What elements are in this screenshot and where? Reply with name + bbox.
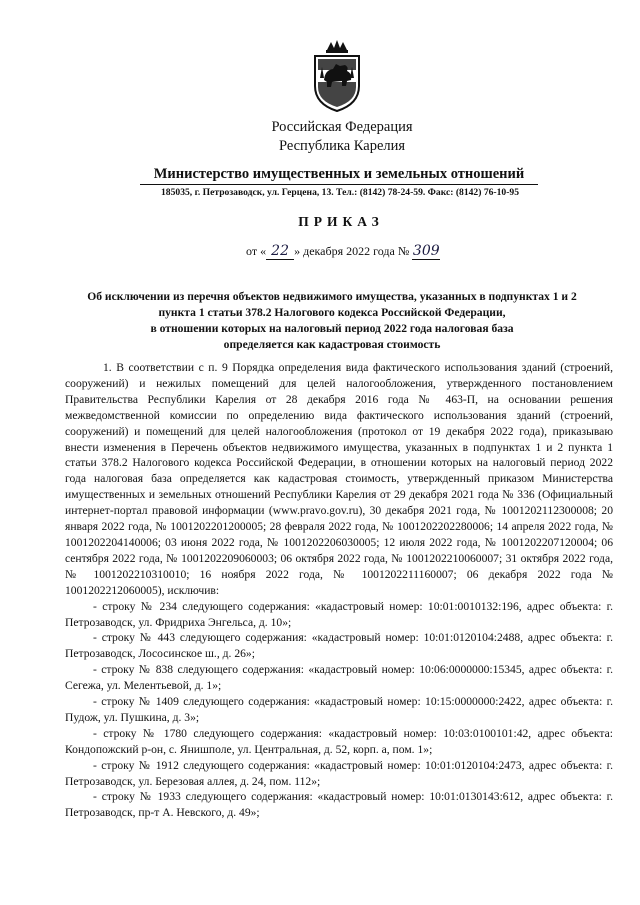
country-name: Российская Федерация (271, 119, 413, 135)
ministry-name: Министерство имущественных и земельных отношений (140, 166, 538, 185)
order-number: 309 (412, 243, 440, 259)
karelia-coat-of-arms-icon (311, 40, 363, 112)
excluded-row-entry: - строку № 1780 следующего содержания: «кадастровый номер: 10:03:0100101:42, адрес объекта: Кондопожский р-он, с. Янишполе, ул. Центральная, д. 52, корп. а, пом. 1»; (65, 726, 613, 756)
excluded-row-entry: - строку № 1409 следующего содержания: «кадастровый номер: 10:15:0000000:2422, адрес объекта: г. Пудож, ул. Пушкина, д. 3»; (65, 695, 613, 724)
date-prefix: от « (246, 244, 267, 258)
ministry-address: 185035, г. Петрозаводск, ул. Герцена, 13. Тел.: (8142) 78-24-59. Факс: (8142) 76-10-95 (161, 187, 519, 198)
order-body (65, 360, 613, 821)
date-middle: » декабря 2022 года № (294, 244, 410, 258)
excluded-row-entry: - строку № 838 следующего содержания: «кадастровый номер: 10:06:0000000:15345, адрес объекта: г. Сегежа, ул. Мелентьевой, д. 1»; (65, 663, 613, 693)
republic-name: Республика Карелия (278, 138, 406, 154)
subject-line-2: пункта 1 статьи 378.2 Налогового кодекса Российской Федерации, (158, 306, 506, 319)
excluded-row-entry: - строку № 1933 следующего содержания: «кадастровый номер: 10:01:0130143:612, адрес объекта: г. Петрозаводск, пр-т А. Невского, д. 49»; (65, 790, 613, 820)
subject-line-4: определяется как кадастровая стоимость (223, 338, 441, 351)
order-subject (62, 289, 602, 353)
excluded-row-entry: - строку № 234 следующего содержания: «кадастровый номер: 10:01:0010132:196, адрес объекта: г. Петрозаводск, ул. Фридриха Энгельса, д. 10»; (65, 599, 613, 629)
order-day: 22 (266, 243, 294, 260)
excluded-row-entry: - строку № 1912 следующего содержания: «кадастровый номер: 10:01:0120104:2473, адрес объекта: г. Петрозаводск, ул. Березовая аллея, д. 24, пом. 112»; (65, 758, 613, 788)
paragraph-1: 1. В соответствии с п. 9 Порядка определения вида фактического использования зданий (строений, сооружений) и нежилых помещений для целей налогообложения, утвержденного постановлением Правительства Республики Карелия от 28 декабря 2016 года № 463-П, на основании решения межведомственной комиссии по определению вида фактического использования зданий (строений, сооружений) и помещений для целей налогообложения (протокол от 19 декабря 2022 года), приказываю внести изменения в Перечень объектов недвижимого имущества, указанных в подпунктах 1 и 2 пункта 1 статьи 378.2 Налогового кодекса Российской Федерации, в отношении которых на налоговый период 2022 года налоговая база определяется как кадастровая стоимость, утвержденный приказом Министерства имущественных и земельных отношений Республики Карелия от 29 декабря 2021 года № 336 (Официальный интернет-портал правовой информации (www.pravo.gov.ru), 30 декабря 2021 года, № 1001202112300008; 20 января 2022 года, № 1001202201200005; 28 февраля 2022 года, № 1001202202280006; 14 апреля 2022 года, № 1001202204140006; 03 июня 2022 года, № 1001202206030005; 12 июля 2022 года, № 1001202207120004; 06 сентября 2022 года, № 1001202209060003; 06 октября 2022 года, № 1001202210060007; 31 октября 2022 года, № 1001202210310010; 16 ноября 2022 года, № 1001202211160007; 06 декабря 2022 года № 1001202212060005), исключив: (65, 361, 613, 597)
excluded-row-entry: - строку № 443 следующего содержания: «кадастровый номер: 10:01:0120104:2488, адрес объекта: г. Петрозаводск, Лососинское ш., д. 26»; (65, 631, 613, 661)
order-date-line (246, 243, 440, 260)
subject-line-1: Об исключении из перечня объектов недвижимого имущества, указанных в подпунктах 1 и 2 (87, 290, 577, 303)
order-title: ПРИКАЗ (298, 214, 384, 229)
subject-line-3: в отношении которых на налоговый период 2022 года налоговая база (150, 322, 514, 335)
